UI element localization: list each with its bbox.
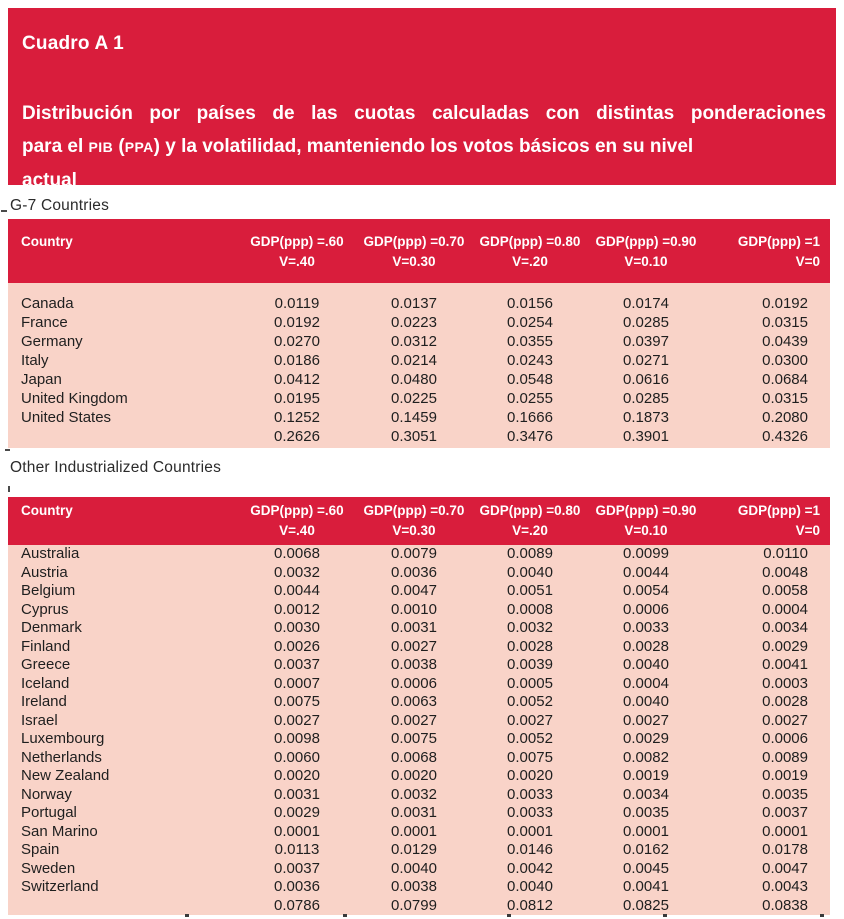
quota-value-cell: 0.0043 (704, 878, 830, 897)
section-label-g7-countries: G-7 Countries (10, 197, 110, 214)
country-cell: Cyprus (8, 601, 238, 620)
quota-value-cell: 0.0041 (588, 878, 704, 897)
column-header-gdp80 (472, 497, 588, 545)
quota-value-cell: 0.0047 (356, 582, 472, 601)
quota-value-cell: 0.0048 (704, 564, 830, 583)
header-line1: GDP(ppp) =0.90 (595, 503, 697, 518)
quota-value-cell: 0.0315 (704, 389, 830, 408)
quota-value-cell: 0.0027 (588, 712, 704, 731)
quota-value-cell: 0.0037 (704, 804, 830, 823)
quota-value-cell: 0.0178 (704, 841, 830, 860)
column-header-gdp80 (472, 219, 588, 283)
other-table-body (8, 545, 830, 915)
column-header-gdp90 (588, 497, 704, 545)
table-row (8, 638, 830, 657)
country-cell: Portugal (8, 804, 238, 823)
quota-value-cell: 0.0255 (472, 389, 588, 408)
header-line2: V=0.30 (392, 522, 436, 538)
scan-artifact (5, 449, 10, 451)
quota-value-cell: 0.1252 (238, 408, 356, 427)
table-row (8, 860, 830, 879)
quota-value-cell: 0.0225 (356, 389, 472, 408)
quota-value-cell: 0.0038 (356, 656, 472, 675)
column-header-country: Country (8, 219, 238, 283)
header-line2: V=.40 (279, 253, 315, 269)
quota-value-cell: 0.0412 (238, 370, 356, 389)
quota-value-cell: 0.0042 (472, 860, 588, 879)
quota-value-cell: 0.0006 (704, 730, 830, 749)
quota-value-cell: 0.0312 (356, 332, 472, 351)
header-line2: V=.40 (279, 522, 315, 538)
quota-value-cell: 0.2080 (704, 408, 830, 427)
quota-value-cell: 0.0397 (588, 332, 704, 351)
scan-artifact (507, 914, 511, 917)
quota-value-cell: 0.0243 (472, 351, 588, 370)
quota-value-cell: 0.0047 (704, 860, 830, 879)
column-header-gdp60 (238, 497, 356, 545)
quota-value-cell: 0.0040 (472, 564, 588, 583)
header-line2: V=0 (795, 522, 820, 538)
country-cell: Norway (8, 786, 238, 805)
column-header-gdp60 (238, 219, 356, 283)
quota-value-cell: 0.0028 (588, 638, 704, 657)
quota-value-cell: 0.2626 (238, 427, 356, 448)
quota-value-cell: 0.0044 (588, 564, 704, 583)
quota-value-cell: 0.0045 (588, 860, 704, 879)
table-row (8, 823, 830, 842)
quota-value-cell: 0.0119 (238, 283, 356, 313)
header-line2: V=.20 (512, 522, 548, 538)
title-line-1: Distribución por países de las cuotas calculadas con distintas ponderaciones (22, 103, 826, 124)
quota-value-cell: 0.0040 (356, 860, 472, 879)
country-cell: Sweden (8, 860, 238, 879)
country-cell: Denmark (8, 619, 238, 638)
quota-value-cell: 0.0054 (588, 582, 704, 601)
quota-value-cell: 0.0548 (472, 370, 588, 389)
g7-table-header (8, 219, 830, 283)
quota-value-cell: 0.0616 (588, 370, 704, 389)
quota-value-cell: 0.0035 (588, 804, 704, 823)
table-row (8, 564, 830, 583)
quota-value-cell: 0.0036 (238, 878, 356, 897)
quota-value-cell: 0.0033 (472, 786, 588, 805)
quota-value-cell: 0.0223 (356, 313, 472, 332)
quota-value-cell: 0.0001 (588, 823, 704, 842)
country-cell: Iceland (8, 675, 238, 694)
header-line1: GDP(ppp) =.60 (250, 503, 344, 518)
country-cell: Switzerland (8, 878, 238, 897)
header-line1: GDP(ppp) =0.90 (595, 234, 697, 249)
header-line1: GDP(ppp) =0.80 (479, 503, 581, 518)
quota-value-cell: 0.0001 (238, 823, 356, 842)
quota-value-cell: 0.0006 (356, 675, 472, 694)
header-row (8, 219, 830, 283)
title-text: para el (22, 136, 89, 157)
quota-value-cell: 0.0162 (588, 841, 704, 860)
quota-value-cell: 0.0129 (356, 841, 472, 860)
column-header-country: Country (8, 497, 238, 545)
quota-value-cell: 0.3051 (356, 427, 472, 448)
quota-value-cell: 0.0254 (472, 313, 588, 332)
table-number: Cuadro A 1 (22, 33, 124, 54)
header-line1: GDP(ppp) =0.70 (363, 234, 465, 249)
header-line2: V=0.30 (392, 253, 436, 269)
quota-value-cell: 0.3901 (588, 427, 704, 448)
quota-value-cell: 0.0020 (238, 767, 356, 786)
header-line2: V=0.10 (624, 522, 668, 538)
quota-value-cell: 0.0068 (356, 749, 472, 768)
quota-value-cell: 0.0075 (238, 693, 356, 712)
table-row (8, 370, 830, 389)
quota-value-cell: 0.0038 (356, 878, 472, 897)
country-cell (8, 427, 238, 448)
quota-value-cell: 0.0032 (356, 786, 472, 805)
quota-value-cell: 0.0089 (704, 749, 830, 768)
quota-value-cell: 0.0285 (588, 389, 704, 408)
country-cell: Luxembourg (8, 730, 238, 749)
quota-value-cell: 0.0098 (238, 730, 356, 749)
country-cell: Israel (8, 712, 238, 731)
country-cell: Belgium (8, 582, 238, 601)
title-text: ) y la volatilidad, manteniendo los votos básicos en su nivel (153, 136, 694, 157)
quota-value-cell: 0.0032 (238, 564, 356, 583)
quota-value-cell: 0.0031 (356, 804, 472, 823)
table-row (8, 313, 830, 332)
quota-value-cell: 0.3476 (472, 427, 588, 448)
country-cell: Greece (8, 656, 238, 675)
quota-value-cell: 0.0029 (238, 804, 356, 823)
g7-countries-table (8, 219, 830, 448)
table-row (8, 693, 830, 712)
table-row (8, 389, 830, 408)
quota-value-cell: 0.0028 (472, 638, 588, 657)
quota-value-cell: 0.0082 (588, 749, 704, 768)
quota-value-cell: 0.0214 (356, 351, 472, 370)
header-line1: GDP(ppp) =0.80 (479, 234, 581, 249)
other-industrialized-table (8, 497, 830, 915)
quota-value-cell: 0.0825 (588, 897, 704, 916)
quota-value-cell: 0.0355 (472, 332, 588, 351)
country-cell: Finland (8, 638, 238, 657)
quota-value-cell: 0.0079 (356, 545, 472, 564)
table-row (8, 601, 830, 620)
country-cell: Australia (8, 545, 238, 564)
quota-value-cell: 0.0026 (238, 638, 356, 657)
table-row (8, 582, 830, 601)
quota-value-cell: 0.0156 (472, 283, 588, 313)
quota-value-cell: 0.0007 (238, 675, 356, 694)
quota-value-cell: 0.0060 (238, 749, 356, 768)
table-row (8, 841, 830, 860)
quota-value-cell: 0.0270 (238, 332, 356, 351)
quota-value-cell: 0.0027 (238, 712, 356, 731)
column-header-gdp70 (356, 219, 472, 283)
smallcaps-pib: PIB (88, 139, 114, 155)
table-row (8, 749, 830, 768)
quota-value-cell: 0.0032 (472, 619, 588, 638)
country-cell: Japan (8, 370, 238, 389)
quota-value-cell: 0.0006 (588, 601, 704, 620)
quota-value-cell: 0.0684 (704, 370, 830, 389)
quota-value-cell: 0.0186 (238, 351, 356, 370)
scan-artifact (8, 486, 10, 492)
title-line-2 (22, 130, 826, 164)
table-title-banner (8, 8, 836, 191)
country-cell: Canada (8, 283, 238, 313)
header-line1: GDP(ppp) =.60 (250, 234, 344, 249)
country-cell: Austria (8, 564, 238, 583)
quota-value-cell: 0.0113 (238, 841, 356, 860)
table-row (8, 804, 830, 823)
quota-value-cell: 0.0001 (356, 823, 472, 842)
quota-value-cell: 0.0031 (356, 619, 472, 638)
quota-value-cell: 0.0027 (472, 712, 588, 731)
quota-value-cell: 0.0192 (238, 313, 356, 332)
quota-value-cell: 0.0099 (588, 545, 704, 564)
quota-value-cell: 0.0020 (356, 767, 472, 786)
table-row (8, 283, 830, 313)
quota-value-cell: 0.0146 (472, 841, 588, 860)
column-header-gdp100 (704, 497, 830, 545)
quota-value-cell: 0.0040 (588, 693, 704, 712)
smallcaps-ppa: PPA (124, 139, 154, 155)
table-row (8, 675, 830, 694)
quota-value-cell: 0.0799 (356, 897, 472, 916)
quota-value-cell: 0.0075 (472, 749, 588, 768)
scan-artifact (343, 914, 347, 917)
g7-table-body (8, 283, 830, 448)
quota-value-cell: 0.0480 (356, 370, 472, 389)
scan-artifact (185, 914, 189, 917)
quota-value-cell: 0.0838 (704, 897, 830, 916)
quota-value-cell: 0.0195 (238, 389, 356, 408)
quota-value-cell: 0.0300 (704, 351, 830, 370)
quota-value-cell: 0.0029 (704, 638, 830, 657)
quota-value-cell: 0.0315 (704, 313, 830, 332)
header-line1: GDP(ppp) =1 (737, 503, 820, 518)
table-row (8, 767, 830, 786)
column-header-gdp90 (588, 219, 704, 283)
quota-value-cell: 0.0027 (356, 712, 472, 731)
quota-value-cell: 0.0030 (238, 619, 356, 638)
other-table-header (8, 497, 830, 545)
quota-value-cell: 0.0001 (472, 823, 588, 842)
title-text: ( (113, 136, 125, 157)
quota-value-cell: 0.0037 (238, 860, 356, 879)
quota-value-cell: 0.0052 (472, 730, 588, 749)
country-cell: United Kingdom (8, 389, 238, 408)
quota-value-cell: 0.0033 (588, 619, 704, 638)
quota-value-cell: 0.1873 (588, 408, 704, 427)
quota-value-cell: 0.1666 (472, 408, 588, 427)
quota-value-cell: 0.0008 (472, 601, 588, 620)
quota-value-cell: 0.0033 (472, 804, 588, 823)
total-row (8, 897, 830, 916)
quota-value-cell: 0.0010 (356, 601, 472, 620)
table-row (8, 712, 830, 731)
quota-value-cell: 0.0001 (704, 823, 830, 842)
quota-value-cell: 0.0029 (588, 730, 704, 749)
column-header-gdp100 (704, 219, 830, 283)
table-row (8, 878, 830, 897)
table-row (8, 656, 830, 675)
quota-value-cell: 0.0063 (356, 693, 472, 712)
quota-value-cell: 0.0285 (588, 313, 704, 332)
header-line2: V=.20 (512, 253, 548, 269)
quota-value-cell: 0.0034 (704, 619, 830, 638)
table-row (8, 408, 830, 427)
quota-value-cell: 0.0027 (704, 712, 830, 731)
quota-value-cell: 0.0019 (704, 767, 830, 786)
scan-artifact (820, 914, 824, 917)
quota-value-cell: 0.0020 (472, 767, 588, 786)
quota-value-cell: 0.0051 (472, 582, 588, 601)
header-line1: GDP(ppp) =1 (737, 234, 820, 249)
quota-value-cell: 0.0039 (472, 656, 588, 675)
quota-value-cell: 0.0192 (704, 283, 830, 313)
header-row (8, 497, 830, 545)
quota-value-cell: 0.0041 (704, 656, 830, 675)
country-cell: New Zealand (8, 767, 238, 786)
country-cell: France (8, 313, 238, 332)
quota-value-cell: 0.0044 (238, 582, 356, 601)
quota-value-cell: 0.0004 (588, 675, 704, 694)
country-cell: Netherlands (8, 749, 238, 768)
quota-value-cell: 0.0089 (472, 545, 588, 564)
quota-value-cell: 0.4326 (704, 427, 830, 448)
quota-value-cell: 0.0036 (356, 564, 472, 583)
country-cell (8, 897, 238, 916)
table-row (8, 351, 830, 370)
table-row (8, 545, 830, 564)
quota-value-cell: 0.1459 (356, 408, 472, 427)
quota-value-cell: 0.0003 (704, 675, 830, 694)
header-line1: GDP(ppp) =0.70 (363, 503, 465, 518)
section-label-other-industrialized: Other Industrialized Countries (10, 459, 222, 476)
quota-value-cell: 0.0052 (472, 693, 588, 712)
quota-value-cell: 0.0439 (704, 332, 830, 351)
title-line-3: actual (22, 170, 77, 191)
column-header-gdp70 (356, 497, 472, 545)
quota-value-cell: 0.0005 (472, 675, 588, 694)
quota-value-cell: 0.0037 (238, 656, 356, 675)
table-row (8, 786, 830, 805)
country-cell: Ireland (8, 693, 238, 712)
quota-value-cell: 0.0137 (356, 283, 472, 313)
header-line2: V=0.10 (624, 253, 668, 269)
quota-value-cell: 0.0058 (704, 582, 830, 601)
table-row (8, 730, 830, 749)
quota-value-cell: 0.0034 (588, 786, 704, 805)
quota-value-cell: 0.0075 (356, 730, 472, 749)
quota-value-cell: 0.0812 (472, 897, 588, 916)
country-cell: San Marino (8, 823, 238, 842)
quota-value-cell: 0.0786 (238, 897, 356, 916)
scan-artifact (663, 914, 667, 917)
quota-value-cell: 0.0068 (238, 545, 356, 564)
quota-value-cell: 0.0027 (356, 638, 472, 657)
country-cell: United States (8, 408, 238, 427)
quota-value-cell: 0.0028 (704, 693, 830, 712)
country-cell: Germany (8, 332, 238, 351)
table-row (8, 332, 830, 351)
total-row (8, 427, 830, 448)
quota-value-cell: 0.0031 (238, 786, 356, 805)
table-title (22, 97, 826, 197)
quota-value-cell: 0.0035 (704, 786, 830, 805)
country-cell: Italy (8, 351, 238, 370)
quota-value-cell: 0.0110 (704, 545, 830, 564)
table-row (8, 619, 830, 638)
quota-value-cell: 0.0019 (588, 767, 704, 786)
quota-value-cell: 0.0174 (588, 283, 704, 313)
country-cell: Spain (8, 841, 238, 860)
header-line2: V=0 (795, 253, 820, 269)
quota-value-cell: 0.0004 (704, 601, 830, 620)
quota-value-cell: 0.0040 (588, 656, 704, 675)
quota-value-cell: 0.0012 (238, 601, 356, 620)
quota-value-cell: 0.0271 (588, 351, 704, 370)
scan-artifact (1, 210, 7, 212)
quota-value-cell: 0.0040 (472, 878, 588, 897)
